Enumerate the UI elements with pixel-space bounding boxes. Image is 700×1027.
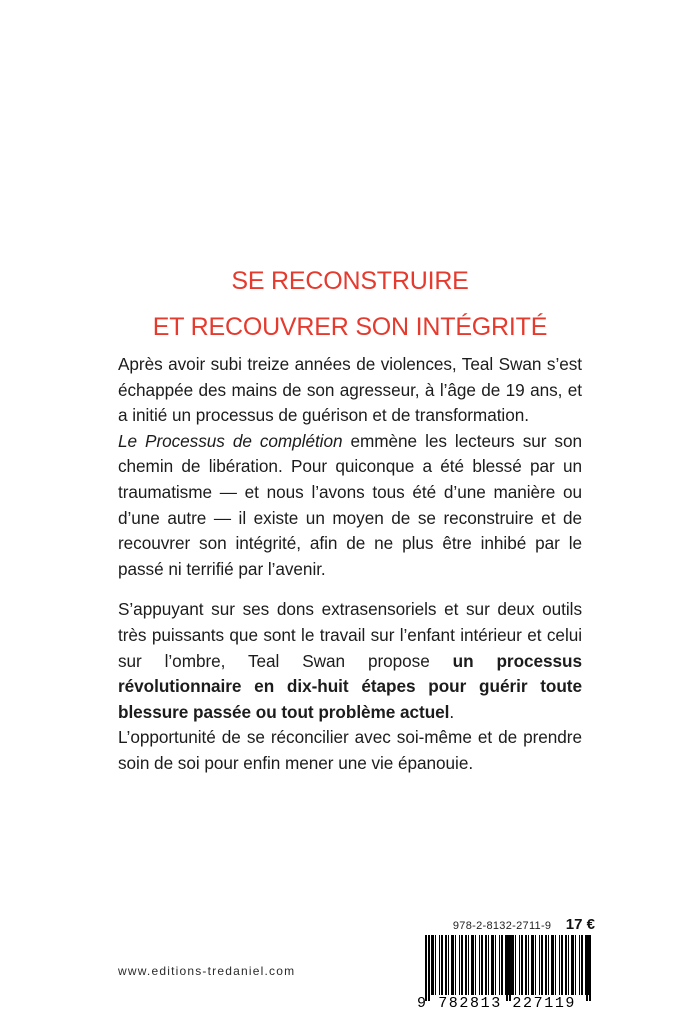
title-line-1: SE RECONSTRUIRE (231, 267, 469, 295)
blurb-paragraph-2-text: emmène les lecteurs sur son chemin de libération. Pour quiconque a été blessé par un traumatisme — et nous l’avons tous été d’une manière ou d’une autre — il existe un moyen de se reconstruire et de recouvrer son intégrité, afin de ne plus être inhibé par le passé ni terrifié par l’avenir. (118, 430, 582, 579)
isbn: 978-2-8132-2711-9 (452, 920, 552, 932)
blurb-paragraph-3-end: . (449, 701, 455, 722)
isbn-price-row (0, 916, 595, 934)
blurb-paragraph-3-text: S’appuyant sur ses dons extrasensoriels et sur deux outils très puissants que sont le travail sur l’enfant intérieur et celui sur l’ombre, Teal Swan propose (118, 599, 582, 671)
blurb-paragraph-4 (118, 725, 582, 776)
price: 17 € (565, 916, 595, 933)
barcode-digits: 9 782813 227119 (417, 995, 577, 1012)
barcode-guard-left-2 (428, 935, 430, 1001)
blurb-paragraph-3-bold: un processus révolutionnaire en dix-huit étapes pour guérir toute blessure passée ou tout problème actuel (118, 650, 583, 722)
blurb-paragraph-1 (118, 352, 582, 429)
title-line-2: ET RECOUVRER SON INTÉGRITÉ (152, 313, 548, 341)
blurb-paragraph-1-text: Après avoir subi treize années de violences, Teal Swan s’est échappée des mains de son agresseur, à l’âge de 19 ans, et a initié un processus de guérison et de transformation. (118, 354, 582, 426)
barcode-guard-center-2 (509, 935, 511, 1001)
blurb-paragraph-2 (118, 429, 582, 583)
barcode-guard-right-2 (589, 935, 591, 1001)
barcode-bars (425, 935, 590, 995)
blurb (118, 352, 582, 777)
blurb-paragraph-3 (118, 597, 582, 725)
barcode-guard-left (425, 935, 427, 1001)
book-title-italic: Le Processus de complétion (118, 430, 343, 451)
blurb-paragraph-4-text: L’opportunité de se réconcilier avec soi-même et de prendre soin de soi pour enfin mener une vie épanouie. (118, 727, 582, 773)
back-cover-title (0, 258, 700, 350)
barcode-guard-right (586, 935, 588, 1001)
barcode (417, 935, 592, 1013)
publisher-website: www.editions-tredaniel.com (118, 964, 296, 978)
barcode-guard-center (506, 935, 508, 1001)
